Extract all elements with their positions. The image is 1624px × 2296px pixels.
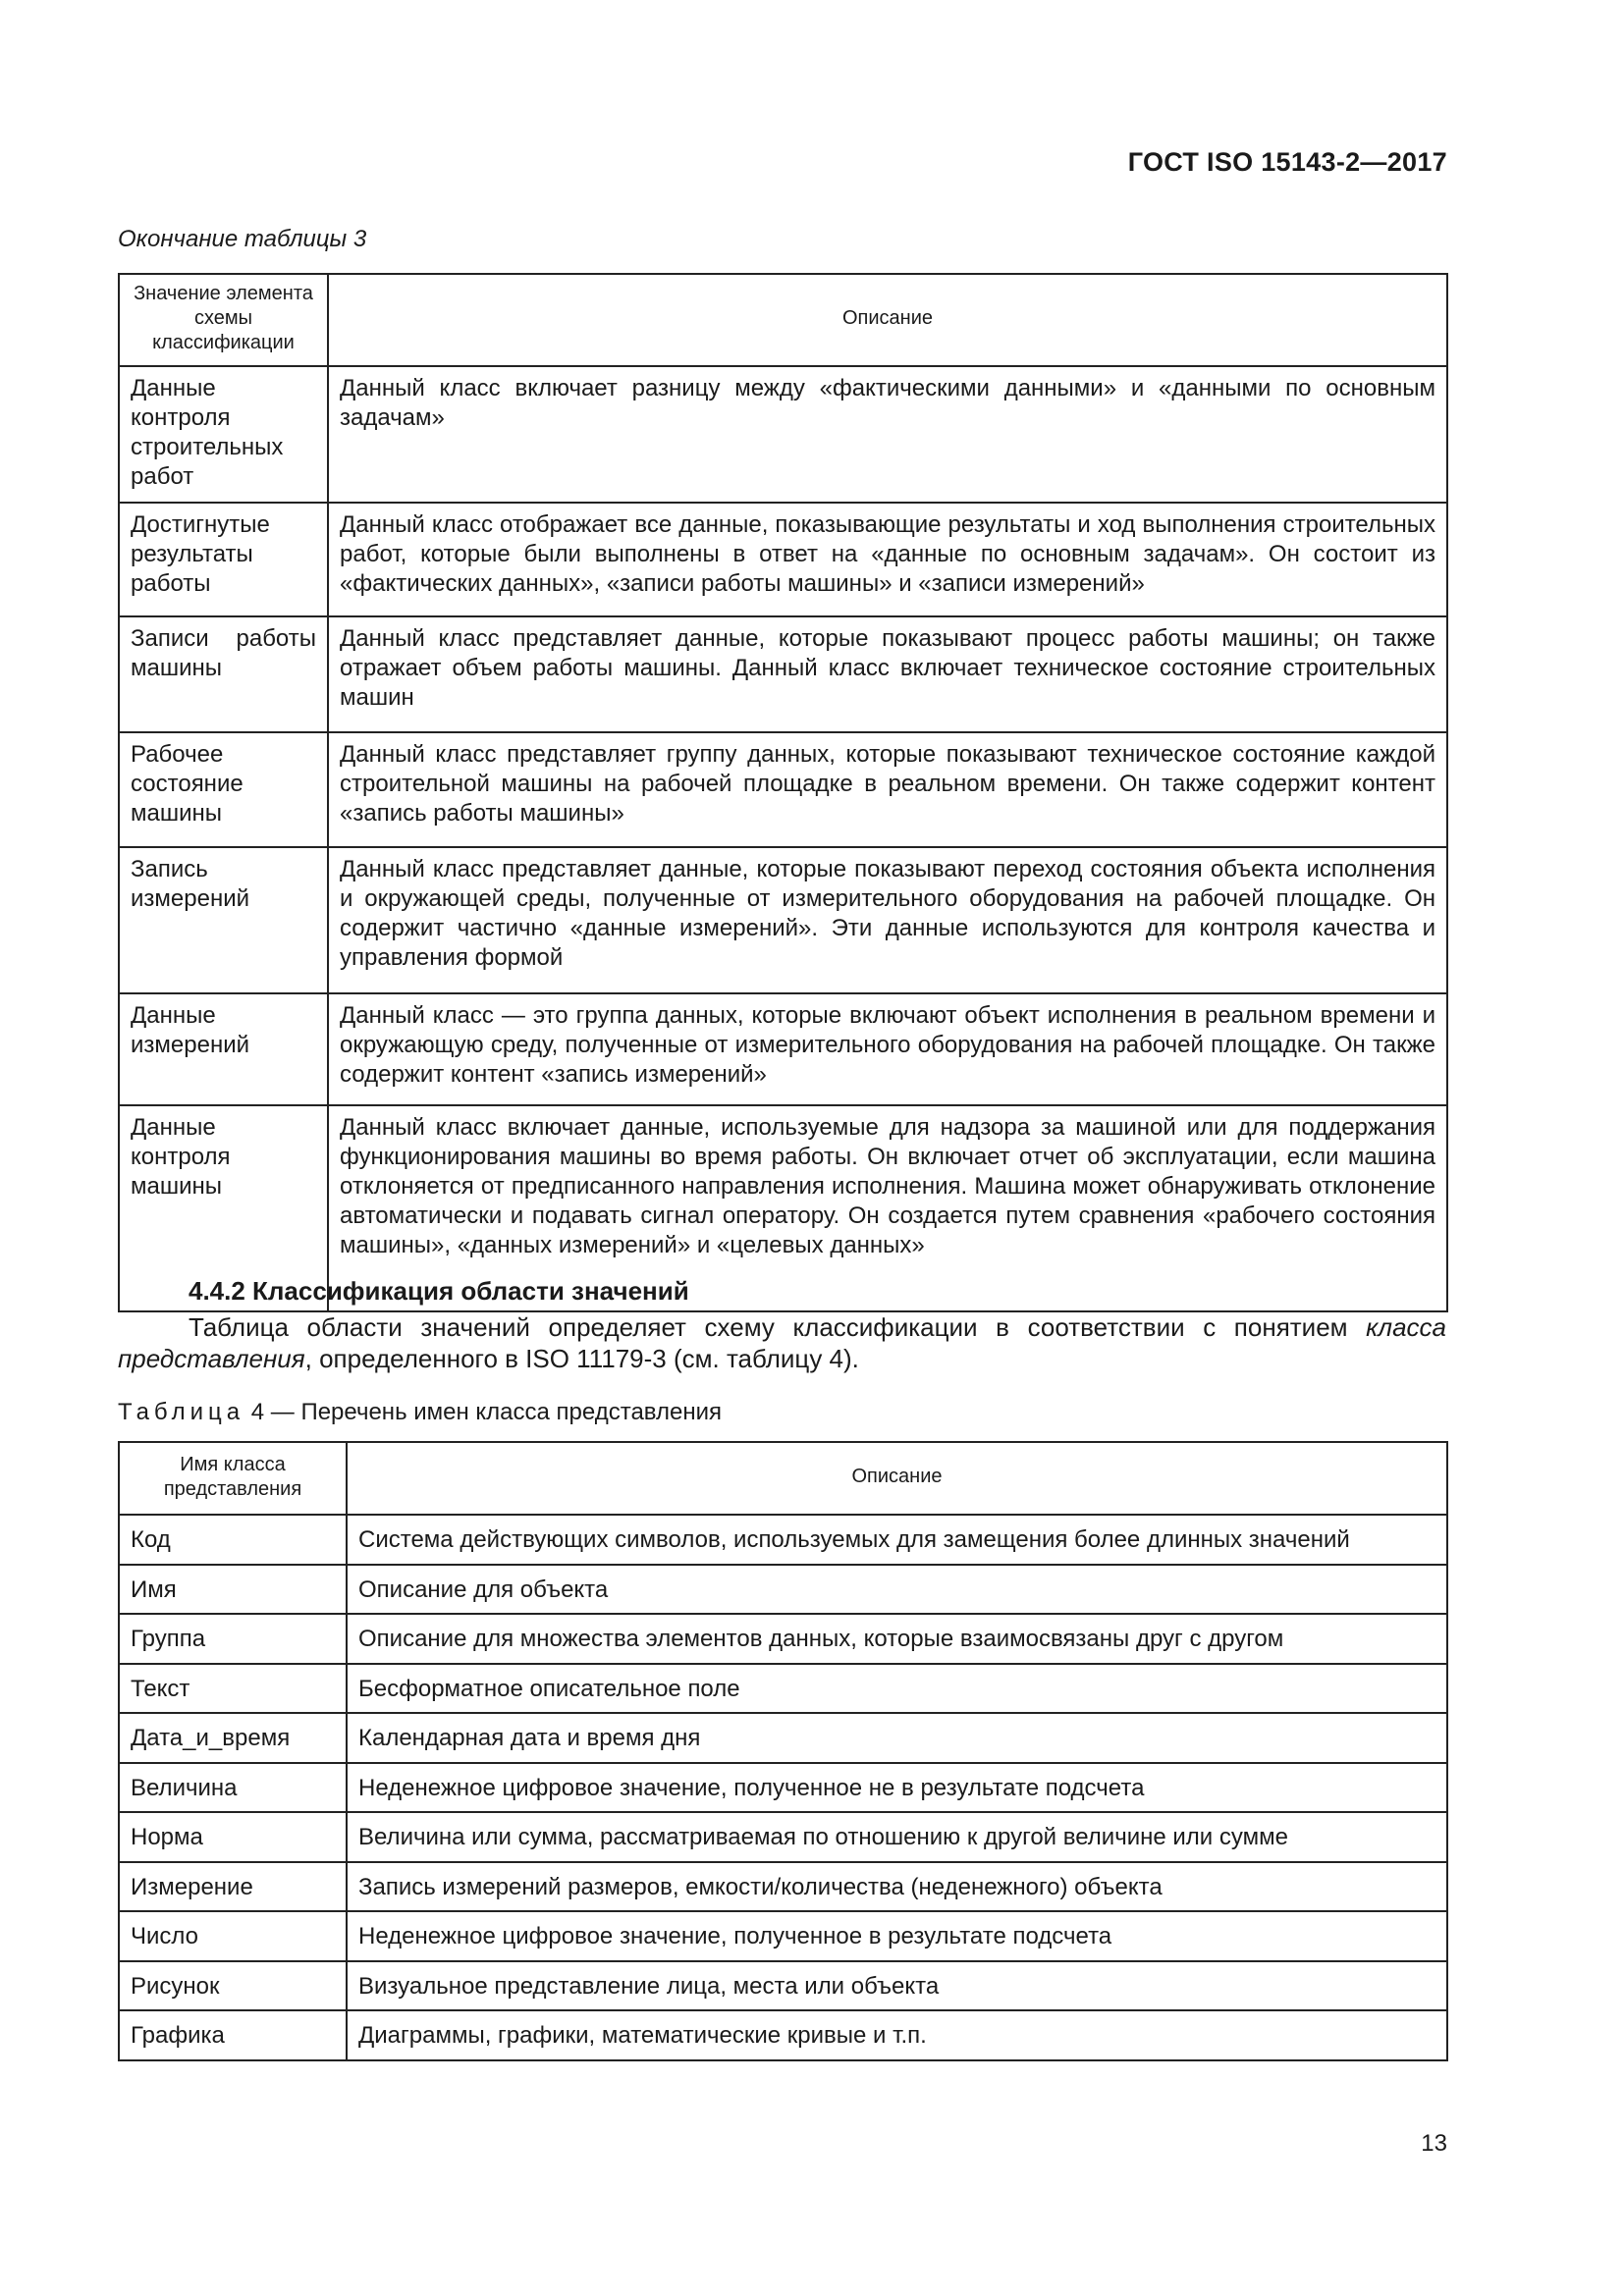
table-row xyxy=(119,732,1447,847)
table-row xyxy=(119,1911,1447,1961)
row-description: Описание для множества элементов данных, которые взаимосвязаны друг с другом xyxy=(347,1614,1447,1664)
row-term: Данные контроля машины xyxy=(119,1105,328,1311)
table3-continuation-caption: Окончание таблицы 3 xyxy=(118,226,367,252)
row-description: Неденежное цифровое значение, полученное в результате подсчета xyxy=(347,1911,1447,1961)
table-header-row xyxy=(119,1442,1447,1515)
row-description: Запись измерений размеров, емкости/количества (неденежного) объекта xyxy=(347,1862,1447,1912)
row-description: Диаграммы, графики, математические кривые и т.п. xyxy=(347,2010,1447,2060)
row-description: Данный класс представляет данные, которые показывают переход состояния объекта исполнения и окружающей среды, полученные от измерительного оборудования на рабочей площадке. Он содержит частично «данные измерений». Эти данные используются для контроля качества и управления формой xyxy=(328,847,1447,993)
row-description: Данный класс отображает все данные, показывающие результаты и ход выполнения строительных работ, которые были выполнены в ответ на «данные по основным задачам». Он состоит из «фактических данных», «записи работы машины» и «записи измерений» xyxy=(328,503,1447,616)
column-header-description: Описание xyxy=(347,1442,1447,1515)
row-term: Запись измерений xyxy=(119,847,328,993)
row-description: Бесформатное описательное поле xyxy=(347,1664,1447,1714)
row-term: Измерение xyxy=(119,1862,347,1912)
row-term: Текст xyxy=(119,1664,347,1714)
section-heading: 4.4.2 Классификация области значений xyxy=(189,1276,689,1306)
row-description: Неденежное цифровое значение, полученное не в результате подсчета xyxy=(347,1763,1447,1813)
table-row xyxy=(119,503,1447,616)
page-number: 13 xyxy=(1421,2130,1447,2157)
table3-classification-elements xyxy=(118,273,1448,1312)
table-row xyxy=(119,1763,1447,1813)
table-row xyxy=(119,1565,1447,1615)
table-row xyxy=(119,2010,1447,2060)
table-header-row xyxy=(119,274,1447,366)
table-row xyxy=(119,993,1447,1105)
row-term: Достигнутые результаты работы xyxy=(119,503,328,616)
column-header-class-name: Имя класса представления xyxy=(119,1442,347,1515)
table4-caption-title: 4 — Перечень имен класса представления xyxy=(244,1399,722,1425)
section-paragraph xyxy=(118,1311,1446,1374)
table4-caption-label: Таблица xyxy=(118,1399,245,1425)
table4-representation-class-names xyxy=(118,1441,1448,2061)
row-term: Норма xyxy=(119,1812,347,1862)
row-term: Графика xyxy=(119,2010,347,2060)
row-description: Система действующих символов, используемых для замещения более длинных значений xyxy=(347,1515,1447,1565)
table-row xyxy=(119,1713,1447,1763)
table-row xyxy=(119,1515,1447,1565)
paragraph-term-italic: класса представления xyxy=(118,1312,1446,1373)
row-description: Визуальное представление лица, места или объекта xyxy=(347,1961,1447,2011)
column-header-element-value: Значение элемента схемы классификации xyxy=(119,274,328,366)
row-term: Дата_и_время xyxy=(119,1713,347,1763)
table-row xyxy=(119,1614,1447,1664)
row-term: Число xyxy=(119,1911,347,1961)
row-description: Календарная дата и время дня xyxy=(347,1713,1447,1763)
row-description: Данный класс включает данные, используемые для надзора за машиной или для поддержания функционирования машины во время работы. Он включает отчет об эксплуатации, если машина отклоняется от предписанного направления исполнения. Машина может обнаруживать отклонение автоматически и подавать сигнал оператору. Он создается путем сравнения «рабочего состояния машины», «данных измерений» и «целевых данных» xyxy=(328,1105,1447,1311)
table-row xyxy=(119,1812,1447,1862)
row-description: Данный класс включает разницу между «фактическими данными» и «данными по основным задачам» xyxy=(328,366,1447,503)
row-term: Код xyxy=(119,1515,347,1565)
table-row xyxy=(119,1664,1447,1714)
table4-caption xyxy=(118,1399,722,1426)
row-description: Описание для объекта xyxy=(347,1565,1447,1615)
row-description: Данный класс представляет группу данных, которые показывают техническое состояние каждой строительной машины на рабочей площадке в реальном времени. Он также содержит контент «запись работы машины» xyxy=(328,732,1447,847)
table-row xyxy=(119,1961,1447,2011)
row-description: Данный класс представляет данные, которые показывают процесс работы машины; он также отражает объем работы машины. Данный класс включает техническое состояние строительных машин xyxy=(328,616,1447,732)
table-row xyxy=(119,1862,1447,1912)
row-term: Рисунок xyxy=(119,1961,347,2011)
row-term: Имя xyxy=(119,1565,347,1615)
table-row xyxy=(119,366,1447,503)
row-term: Группа xyxy=(119,1614,347,1664)
row-term: Рабочее состояние машины xyxy=(119,732,328,847)
document-standard-header: ГОСТ ISO 15143-2—2017 xyxy=(1127,147,1447,177)
row-term: Записи работы машины xyxy=(119,616,328,732)
paragraph-text-end: , определенного в ISO 11179-3 (см. таблицу 4). xyxy=(304,1344,859,1373)
row-term: Данные измерений xyxy=(119,993,328,1105)
table-row xyxy=(119,847,1447,993)
row-description: Величина или сумма, рассматриваемая по отношению к другой величине или сумме xyxy=(347,1812,1447,1862)
column-header-description: Описание xyxy=(328,274,1447,366)
paragraph-text: Таблица области значений определяет схему классификации в соответствии с понятием xyxy=(189,1312,1367,1342)
row-term: Величина xyxy=(119,1763,347,1813)
table-row xyxy=(119,616,1447,732)
row-term: Данные контроля строительных работ xyxy=(119,366,328,503)
row-description: Данный класс — это группа данных, которые включают объект исполнения в реальном времени и окружающую среду, полученные от измерительного оборудования на рабочей площадке. Он также содержит контент «запись измерений» xyxy=(328,993,1447,1105)
